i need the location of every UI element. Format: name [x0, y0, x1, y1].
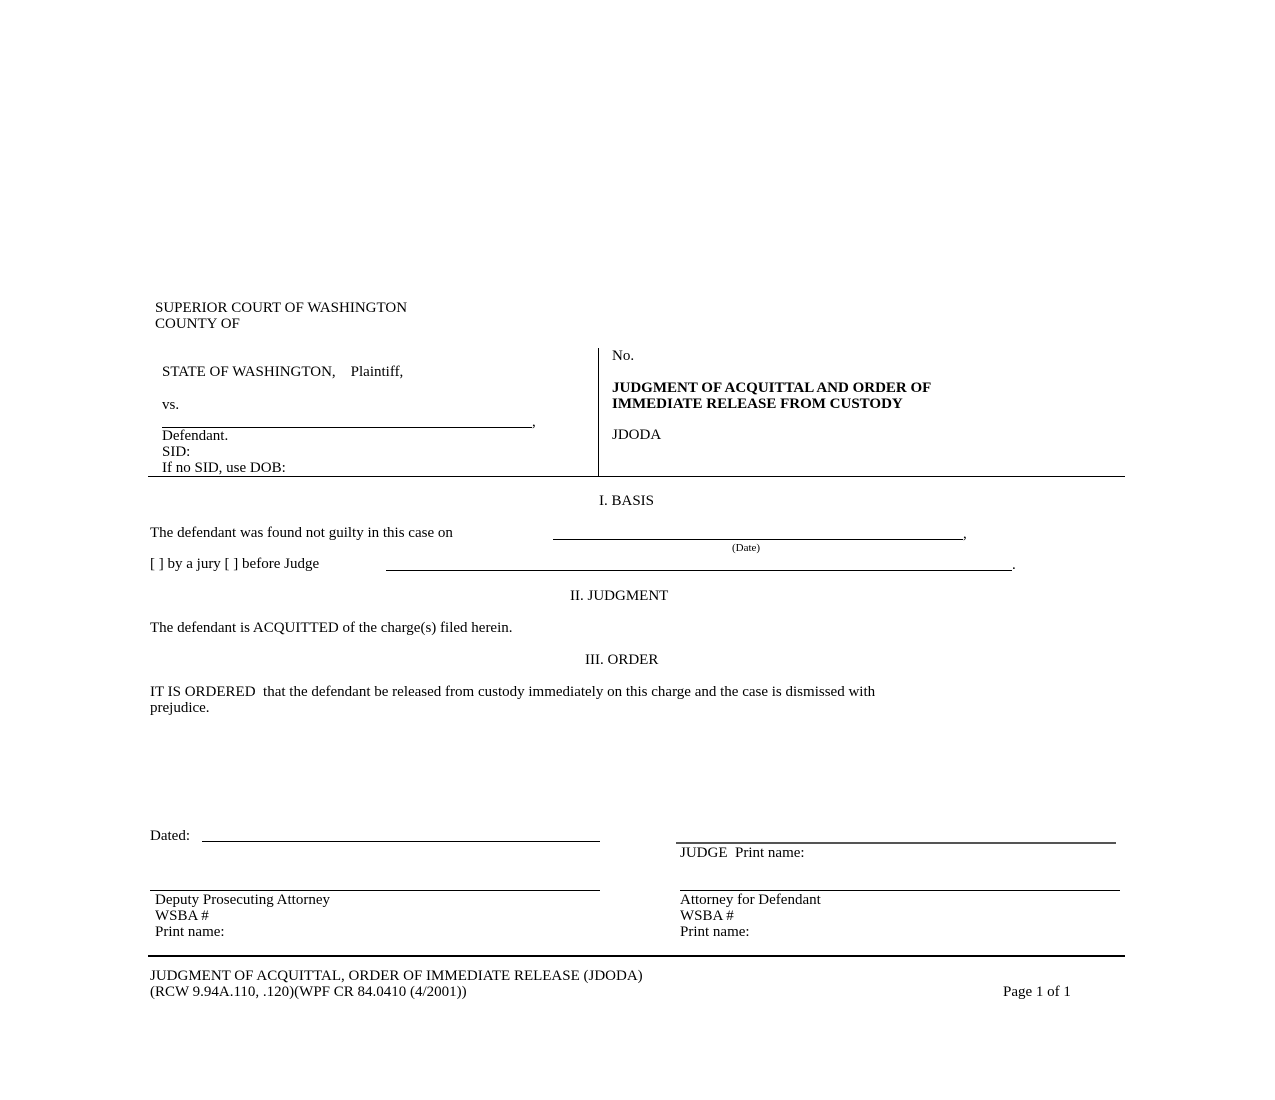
judgment-text: The defendant is ACQUITTED of the charge(s) filed herein. [150, 620, 513, 636]
order-text-line2: prejudice. [150, 700, 210, 716]
judge-print-name: JUDGE Print name: [680, 845, 805, 861]
basis-heading: I. BASIS [599, 493, 655, 509]
prosecutor-print-name: Print name: [155, 924, 225, 940]
found-not-guilty-text: The defendant was found not guilty in this case on [150, 525, 453, 541]
defense-wsba: WSBA # [680, 908, 734, 924]
caption-divider [598, 348, 599, 476]
dated-line[interactable] [202, 841, 600, 842]
form-code: JDODA [612, 427, 662, 443]
county-label: COUNTY OF [155, 316, 240, 332]
defense-print-name: Print name: [680, 924, 750, 940]
caption-rule [148, 476, 1125, 477]
vs-label: vs. [162, 397, 180, 413]
footer-rule [148, 955, 1125, 957]
date-caption: (Date) [732, 542, 761, 554]
judge-signature-line[interactable] [676, 842, 1116, 844]
prosecutor-wsba: WSBA # [155, 908, 209, 924]
plaintiff: STATE OF WASHINGTON, Plaintiff, [162, 364, 404, 380]
footer-title: JUDGMENT OF ACQUITTAL, ORDER OF IMMEDIATE RELEASE (JDODA) [150, 968, 643, 984]
document-title-line1: JUDGMENT OF ACQUITTAL AND ORDER OF [612, 380, 932, 396]
prosecutor-signature-line[interactable] [150, 890, 600, 891]
page-number: Page 1 of 1 [1003, 984, 1071, 1000]
document-title-line2: IMMEDIATE RELEASE FROM CUSTODY [612, 396, 903, 412]
prosecutor-label: Deputy Prosecuting Attorney [155, 892, 330, 908]
dated-label: Dated: [150, 828, 190, 844]
dob-label: If no SID, use DOB: [162, 460, 286, 476]
order-text-line1: IT IS ORDERED that the defendant be released from custody immediately on this charge and the case is dismissed with [150, 684, 876, 700]
jury-judge-checkboxes[interactable]: [ ] by a jury [ ] before Judge [150, 556, 320, 572]
defense-label: Attorney for Defendant [680, 892, 821, 908]
sid-label: SID: [162, 444, 191, 460]
judgment-heading: II. JUDGMENT [570, 588, 669, 604]
period: . [1012, 557, 1016, 573]
defense-signature-line[interactable] [680, 890, 1120, 891]
order-heading: III. ORDER [585, 652, 659, 668]
judge-name-line[interactable] [386, 570, 1012, 571]
comma: , [532, 414, 536, 430]
case-number-label: No. [612, 348, 635, 364]
defendant-label: Defendant. [162, 428, 229, 444]
court-name: SUPERIOR COURT OF WASHINGTON [155, 300, 408, 316]
comma: , [963, 526, 967, 542]
footer-citation: (RCW 9.94A.110, .120)(WPF CR 84.0410 (4/2001)) [150, 984, 467, 1000]
